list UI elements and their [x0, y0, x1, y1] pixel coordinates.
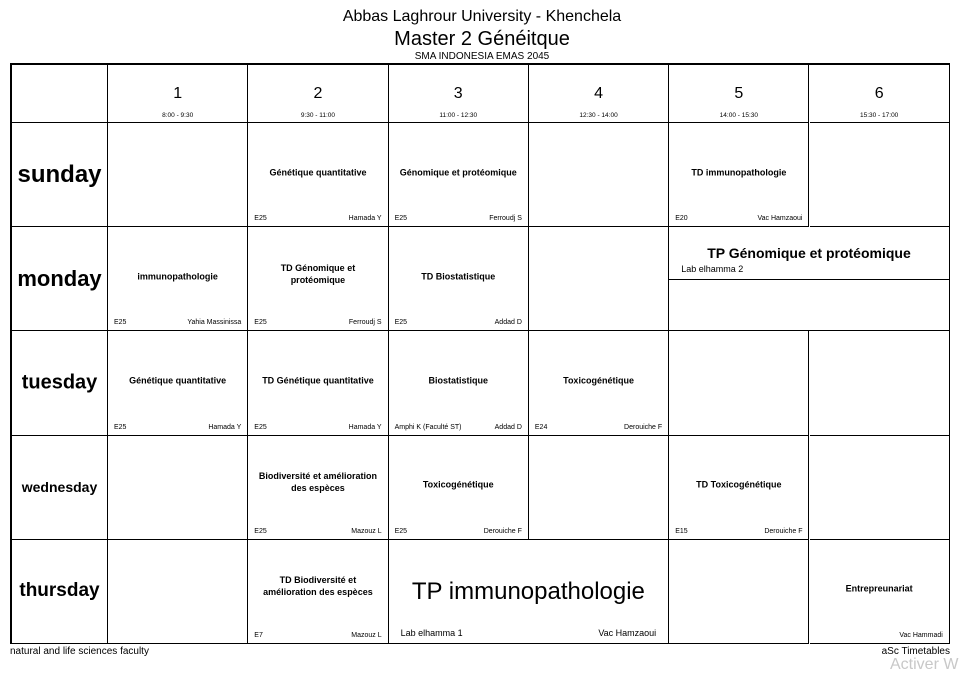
lesson-teacher: Hamada Y [348, 215, 382, 223]
period-time: 12:30 - 14:00 [579, 112, 618, 119]
lesson-card [389, 227, 529, 331]
lesson-room: E25 [394, 527, 408, 535]
lesson-room: E15 [675, 527, 688, 535]
lesson-card [108, 331, 248, 435]
lesson-subject: Génomique et protéomique [399, 167, 517, 178]
lesson-teacher: Mazouz L [351, 527, 382, 535]
lesson-teacher: Derouiche F [764, 527, 803, 535]
lesson-card [248, 123, 388, 227]
period-time: 15:30 - 17:00 [859, 112, 899, 119]
lesson-subject: Entrepreunariat [845, 583, 913, 594]
lesson-teacher: Ferroudj S [348, 319, 382, 327]
empty-slot [810, 331, 950, 435]
lesson-teacher: Derouiche F [624, 423, 663, 431]
empty-slot [669, 540, 809, 644]
lesson-room: E7 [254, 631, 263, 639]
empty-slot [810, 436, 950, 540]
lesson-teacher: Ferroudj S [489, 215, 522, 223]
lesson-room: E25 [254, 215, 267, 223]
lesson-card [248, 436, 388, 540]
period-header-3 [389, 65, 529, 123]
empty-slot [529, 436, 669, 540]
empty-slot [529, 123, 669, 227]
lesson-card [669, 123, 809, 227]
lesson-room: E25 [394, 319, 408, 327]
day-label-monday [12, 227, 108, 331]
empty-slot [669, 331, 809, 435]
lesson-teacher: Yahia Massinissa [187, 319, 242, 327]
university-name: Abbas Laghrour University - Khenchela [342, 8, 622, 25]
period-time: 8:00 - 9:30 [162, 112, 194, 119]
lesson-subject: TD Génomique et protéomique [280, 262, 356, 285]
empty-slot [108, 123, 248, 227]
lesson-subject: Toxicogénétique [563, 375, 634, 386]
corner-cell [12, 65, 108, 123]
lesson-room: Lab elhamma 2 [681, 264, 744, 275]
lesson-subject: Biostatistique [428, 375, 488, 386]
lesson-teacher: Mazouz L [351, 631, 382, 639]
lesson-subject: TP immunopathologie [411, 577, 645, 605]
period-number: 2 [313, 85, 323, 102]
period-number: 5 [734, 85, 744, 102]
lesson-subject: Génétique quantitative [269, 167, 367, 178]
lesson-subject: Toxicogénétique [422, 479, 494, 490]
lesson-subject: TP Génomique et protéomique [707, 245, 911, 262]
activation-watermark: Activer W [890, 656, 959, 673]
day-name: wednesday [21, 479, 98, 496]
lesson-subject: TD Biostatistique [421, 271, 496, 282]
day-name: sunday [17, 160, 102, 188]
lesson-subject: TD Biodiversité et amélioration des espèces [263, 575, 373, 598]
lesson-subject: TD immunopathologie [691, 167, 787, 178]
lesson-room: Amphi K (Faculté ST) [394, 423, 462, 431]
lesson-room: E25 [254, 423, 267, 431]
period-time: 11:00 - 12:30 [439, 112, 478, 119]
period-number: 4 [594, 85, 603, 102]
lesson-subject: immunopathologie [137, 271, 218, 282]
day-label-sunday [12, 123, 108, 227]
period-number: 6 [874, 85, 884, 102]
day-name: monday [17, 265, 102, 291]
period-header-2 [248, 65, 388, 123]
day-name: tuesday [21, 371, 98, 394]
lesson-subject: Génétique quantitative [129, 375, 227, 386]
lesson-room: E25 [114, 423, 127, 431]
empty-slot [108, 436, 248, 540]
lesson-card [248, 540, 388, 644]
timetable-grid [10, 63, 950, 644]
lesson-room: E25 [114, 319, 127, 327]
period-header-4 [529, 65, 669, 123]
period-number: 1 [173, 85, 183, 102]
lesson-teacher: Addad D [494, 423, 522, 431]
day-name: thursday [19, 580, 100, 602]
empty-slot [108, 540, 248, 644]
class-subtitle: SMA INDONESIA EMAS 2045 [414, 51, 550, 62]
lesson-card [669, 227, 950, 331]
period-time: 9:30 - 11:00 [300, 112, 336, 119]
lesson-teacher: Vac Hammadi [899, 631, 943, 639]
lesson-room: E25 [254, 319, 267, 327]
program-title: Master 2 Généitque [394, 28, 570, 50]
lesson-card [108, 227, 248, 331]
day-label-wednesday [12, 436, 108, 540]
day-label-tuesday [12, 331, 108, 435]
empty-slot [529, 227, 669, 331]
lesson-card [389, 540, 670, 644]
lesson-card [389, 123, 529, 227]
lesson-card [669, 436, 809, 540]
period-header-5 [669, 65, 809, 123]
lesson-teacher: Hamada Y [208, 423, 242, 431]
lesson-card [389, 331, 529, 435]
lesson-card [529, 331, 669, 435]
lesson-teacher: Vac Hamzaoui [757, 215, 803, 223]
period-time: 14:00 - 15:30 [719, 112, 758, 119]
lesson-card [248, 331, 388, 435]
period-header-6 [810, 65, 950, 123]
lesson-room: E20 [675, 215, 688, 223]
lesson-room: E25 [254, 527, 267, 535]
lesson-subject: Biodiversité et amélioration des espèces [258, 471, 377, 494]
lesson-teacher: Vac Hamzaoui [598, 627, 657, 638]
lesson-card [810, 540, 950, 644]
lesson-card [248, 227, 388, 331]
lesson-subject: TD Toxicogénétique [696, 479, 782, 490]
lesson-room: Lab elhamma 1 [400, 627, 463, 638]
period-number: 3 [453, 85, 463, 102]
lesson-divider [669, 279, 949, 280]
lesson-teacher: Hamada Y [348, 423, 382, 431]
footer-faculty: natural and life sciences faculty [10, 646, 149, 657]
lesson-teacher: Derouiche F [483, 527, 522, 535]
lesson-subject: TD Génétique quantitative [262, 375, 374, 386]
footer-generator: aSc Timetables [881, 646, 950, 657]
lesson-room: E24 [534, 423, 548, 431]
lesson-card [389, 436, 529, 540]
empty-slot [810, 123, 950, 227]
lesson-teacher: Addad D [494, 319, 522, 327]
day-label-thursday [12, 540, 108, 644]
period-header-1 [108, 65, 248, 123]
lesson-room: E25 [394, 215, 408, 223]
